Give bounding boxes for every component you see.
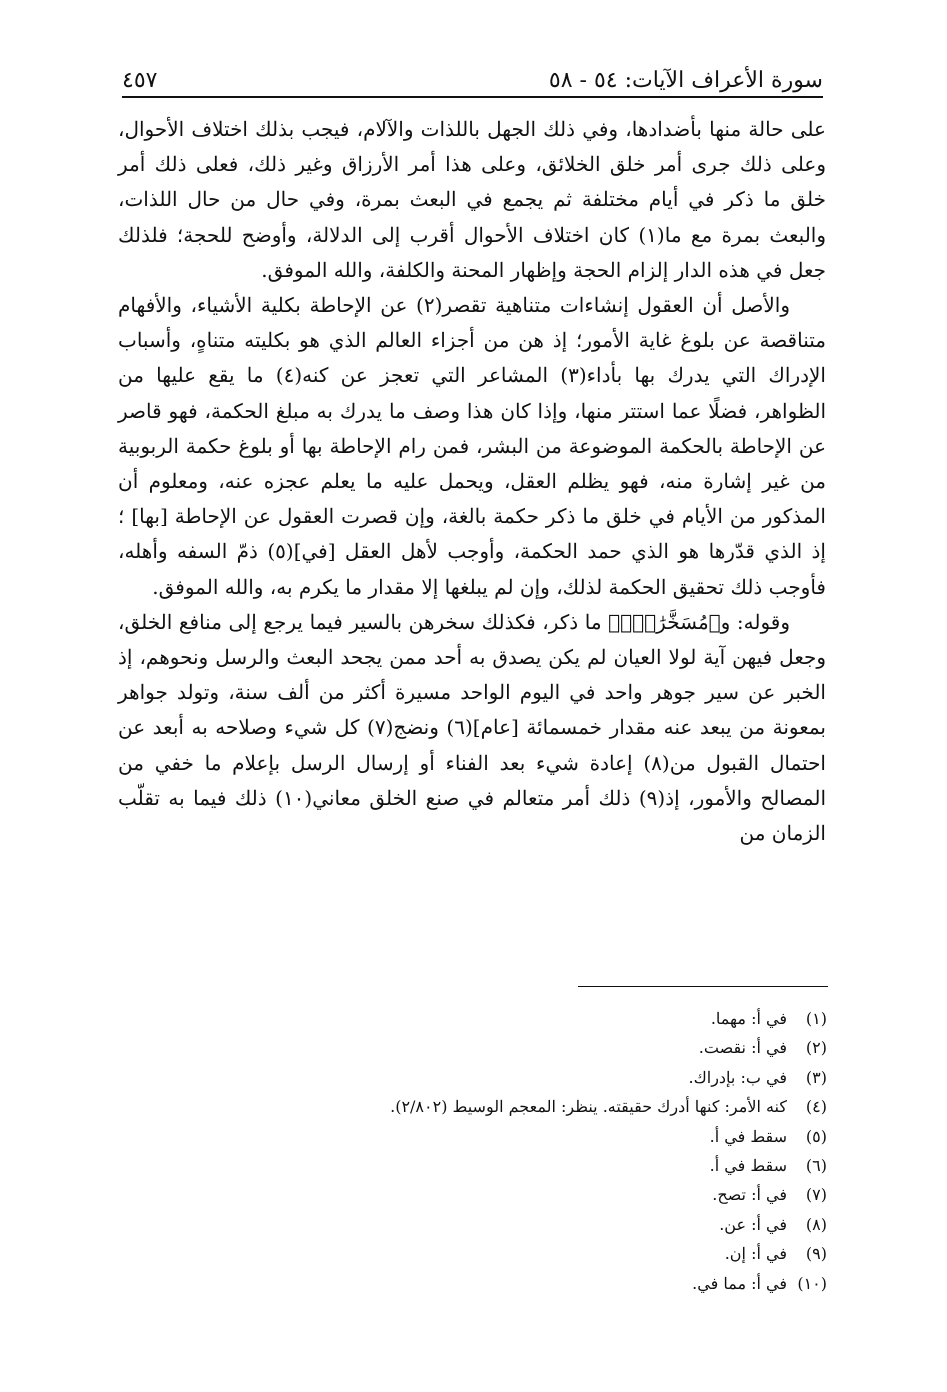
footnote-number: (٧) [805,1185,827,1205]
paragraph-1: على حالة منها بأضدادها، وفي ذلك الجهل باللذات والآلام، فيجب بذلك اختلاف الأحوال، وعلى ذلك جرى أمر خلق الخلائق، وعلى هذا أمر الأرزاق وغير ذلك، فعلى ذلك أمر خلق ما ذكر في أيام مختلفة ثم يجمع في البعث بمرة، وفي حال من حال اللذات، والبعث بمرة مع ما(١) كان اختلاف الأحوال أقرب إلى الدلالة، وأوضح للحجة؛ فلذلك جعل في هذه الدار إلزام الحجة وإظهار المحنة والكلفة، والله الموفق. [118,117,827,282]
footnote-item [300,1239,827,1268]
footnote-number: (٩) [805,1244,827,1264]
footnote-item [300,1004,827,1033]
footnote-number: (٥) [805,1126,827,1146]
footnote-text: في أ: مهما. [710,1009,787,1028]
footnote-text: في أ: تصح. [712,1185,787,1205]
footnote-text: في أ: نقصت. [698,1038,787,1058]
footnote-text: في أ: مما في. [692,1273,787,1293]
header-divider [122,96,823,98]
footnote-item [300,1063,827,1092]
footnote-item [300,1269,827,1298]
footnote-text: في ب: بإدراك. [688,1067,787,1087]
footnote-text: كنه الأمر: كنها أدرك حقيقته. ينظر: المعجم الوسيط (٢/٨٠٢). [390,1097,787,1117]
footnote-item [300,1210,827,1239]
main-text [118,112,826,851]
running-title: سورة الأعراف الآيات: ٥٤ - ٥٨ [548,68,823,93]
footnote-text: في أ: إن. [724,1244,787,1264]
footnote-number: (٤) [805,1097,827,1117]
footnote-number: (٦) [805,1156,827,1176]
paragraph-2: والأصل أن العقول إنشاءات متناهية تقصر(٢) عن الإحاطة بكلية الأشياء، والأفهام متناقصة عن بلوغ غاية الأمور؛ إذ هن من أجزاء العالم الذي هو بكليته متناهٍ، وأسباب الإدراك التي يدرك بها بأداء(٣) المشاعر التي تعجز عن كنه(٤) ما يقع عليها من الظواهر، فضلًا عما استتر منها، وإذا كان هذا وصف ما يدرك به مبلغ الحكمة، فهو قاصر عن الإحاطة بالحكمة الموضوعة من البشر، فمن رام الإحاطة بها أو بلوغ حكمة الربوبية من غير إشارة منه، فهو يظلم العقل، ويحمل عليه ما يعلم عجزه عنه، ومعلوم أن المذكور من الأيام في خلق ما ذكر حكمة بالغة، وإن قصرت العقول عن الإحاطة [بها] ؛ إذ الذي قدّرها هو الذي حمد الحكمة، وأوجب لأهل العقل [في](٥) ذمّ السفه وأهله، فأوجب ذلك تحقيق الحكمة لذلك، وإن لم يبلغها إلا مقدار ما يكرم به، والله الموفق. [118,293,827,599]
footnotes [300,1004,827,1298]
footnote-item [300,1180,827,1209]
paragraph-3: وقوله: و﴿مُسَخَّرَٰتٍۭ﴾ ما ذكر، فكذلك سخرهن بالسير فيما يرجع إلى منافع الخلق، وجعل فيهن آية لولا العيان لم يكن يصدق به أحد ممن يجحد البعث والرسل ونحوهم، إذ الخبر عن سير جوهر واحد في اليوم الواحد مسيرة أكثر من ألف سنة، وتولد جواهر بمعونة من يبعد عنه مقدار خمسمائة [عام](٦) ونضج(٧) كل شيء وصلاحه به أبعد عن احتمال القبول من(٨) إعادة شيء بعد الفناء أو إرسال الرسل بإعلام ما خفي من المصالح والأمور، إذ(٩) ذلك أمر متعالم في صنع الخلق معاني(١٠) ذلك فيما به تقلّب الزمان من [118,609,827,846]
footnote-item [300,1033,827,1062]
footnote-number: (٨) [805,1214,827,1234]
footnote-item [300,1122,827,1151]
footnote-number: (١) [805,1009,827,1028]
footnote-item [300,1092,827,1121]
footnote-text: سقط في أ. [709,1126,787,1146]
page-number: ٤٥٧ [122,68,158,93]
footnote-text: في أ: عن. [719,1214,787,1234]
footnote-text: سقط في أ. [709,1156,787,1176]
page-header [122,56,823,96]
footnote-number: (٣) [805,1067,827,1087]
footnote-item [300,1151,827,1180]
footnote-divider [578,986,828,987]
footnote-number: (١٠) [797,1273,827,1293]
footnote-number: (٢) [805,1038,827,1058]
